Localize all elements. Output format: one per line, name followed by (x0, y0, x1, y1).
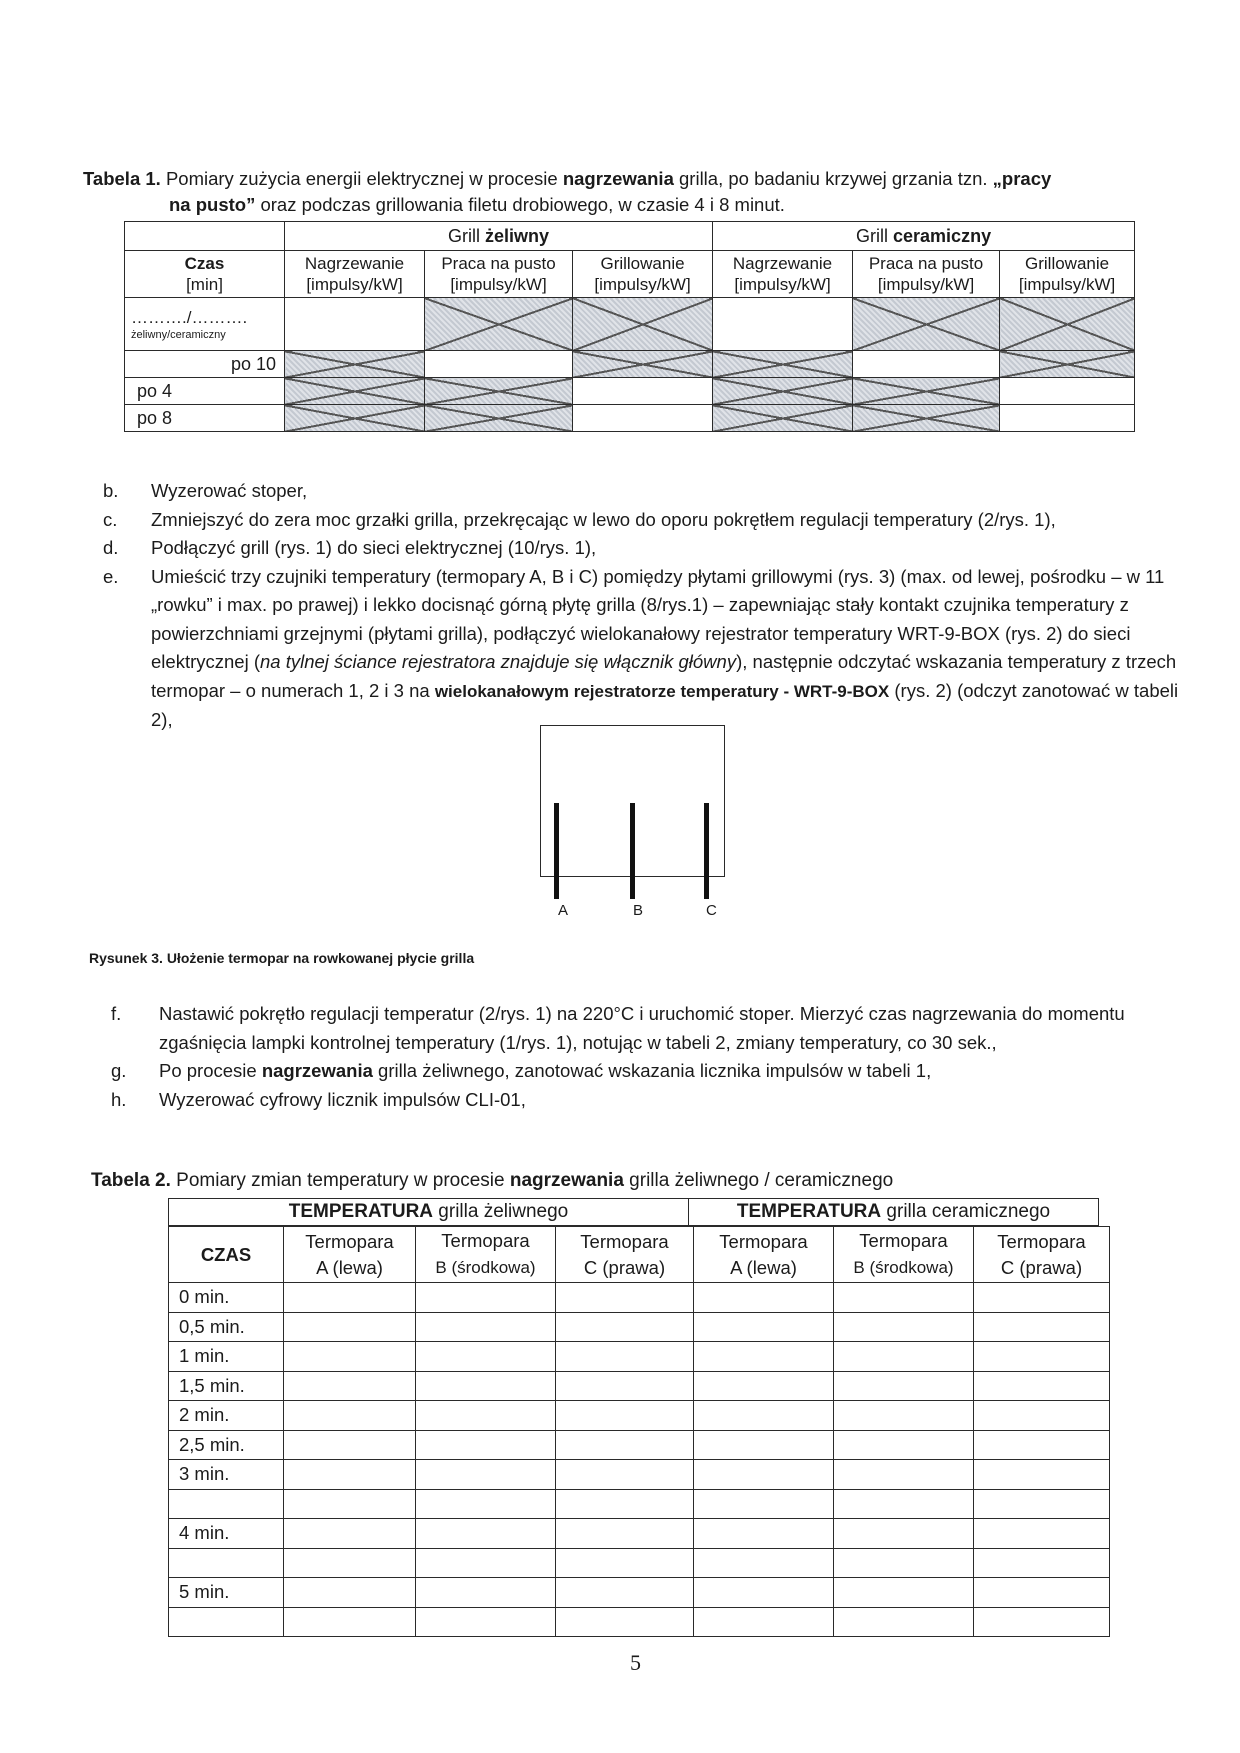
input-cell[interactable] (974, 1401, 1110, 1431)
input-cell[interactable] (694, 1607, 834, 1637)
table-row (169, 1371, 1110, 1401)
input-cell[interactable] (853, 351, 1000, 378)
table-row (125, 298, 1135, 351)
disabled-cell (285, 378, 425, 405)
input-cell[interactable] (974, 1342, 1110, 1372)
figure-caption: Rysunek 3. Ułożenie termopar na rowkowanej płycie grilla (89, 950, 475, 966)
list-item: h. Wyzerować cyfrowy licznik impulsów CLI-01, (111, 1088, 526, 1110)
table-row (169, 1548, 1110, 1578)
input-cell[interactable] (284, 1430, 416, 1460)
input-cell[interactable] (284, 1607, 416, 1637)
disabled-cell (713, 351, 853, 378)
table-row (169, 1401, 1110, 1431)
input-cell[interactable] (556, 1489, 694, 1519)
input-cell[interactable] (694, 1548, 834, 1578)
row-label: po 10 (125, 351, 285, 378)
disabled-cell (425, 298, 573, 351)
list-item: g. Po procesie nagrzewania grilla żeliwnego, zanotować wskazania licznika impulsów w tabeli 1, (111, 1060, 932, 1081)
input-cell[interactable] (416, 1371, 556, 1401)
column-header: Praca na pusto [impulsy/kW] (853, 251, 1000, 298)
input-cell[interactable] (694, 1371, 834, 1401)
input-cell[interactable] (834, 1489, 974, 1519)
input-cell[interactable] (834, 1460, 974, 1490)
table-header-cell (125, 222, 285, 251)
temperature-table (168, 1226, 1110, 1637)
input-cell[interactable] (416, 1607, 556, 1637)
instruction-list-2 (111, 1000, 1171, 1114)
time-cell: 1,5 min. (169, 1371, 284, 1401)
list-item: e. Umieścić trzy czujniki temperatury (termopary A, B i C) pomiędzy płytami grillowymi (rys. 3) (max. od lewej, pośrodku – w 11 „rowku” i max. po prawej) i lekko docisnąć górną płytę grilla (8/rys.1) – zapewniając stały kontakt czujnika temperatury z powierzchniami grzejnymi (płytami grilla), podłączyć wielokanałowy rejestrator temperatury WRT-9-BOX (rys. 2) do sieci elektrycznej (na tylnej ściance rejestratora znajduje się włącznik główny), następnie odczytać wskazania temperatury z trzech termopar – o numerach 1, 2 i 3 na wielokanałowym rejestratorze temperatury - WRT-9-BOX (rys. 2) (odczyt zanotować w tabeli 2), (103, 565, 1179, 730)
input-cell[interactable] (834, 1342, 974, 1372)
thermocouple-figure (540, 725, 725, 877)
input-cell[interactable] (556, 1519, 694, 1549)
input-cell[interactable] (834, 1548, 974, 1578)
input-cell[interactable] (974, 1312, 1110, 1342)
table-row (169, 1312, 1110, 1342)
input-cell[interactable] (974, 1519, 1110, 1549)
thermocouple-b (630, 803, 635, 899)
table-row (169, 1489, 1110, 1519)
table1-caption-text: grilla, po badaniu krzywej grzania tzn. (673, 168, 993, 189)
input-cell[interactable] (416, 1401, 556, 1431)
input-cell[interactable] (556, 1401, 694, 1431)
page-number: 5 (630, 1650, 641, 1675)
disabled-cell (853, 378, 1000, 405)
input-cell[interactable] (694, 1283, 834, 1313)
input-cell[interactable] (425, 351, 573, 378)
input-cell[interactable] (1000, 405, 1135, 432)
table2-caption: Tabela 2. Pomiary zmian temperatury w procesie nagrzewania grilla żeliwnego / ceramicznego (91, 1170, 894, 1191)
time-header: Czas [min] (125, 251, 285, 298)
input-cell[interactable] (694, 1342, 834, 1372)
table-row (169, 1607, 1110, 1637)
input-cell[interactable] (694, 1312, 834, 1342)
column-header: Grillowanie [impulsy/kW] (573, 251, 713, 298)
input-cell[interactable] (284, 1312, 416, 1342)
temperature-table-group-header (168, 1198, 1099, 1226)
input-cell[interactable] (284, 1460, 416, 1490)
disabled-cell (853, 405, 1000, 432)
column-header: Grillowanie [impulsy/kW] (1000, 251, 1135, 298)
thermocouple-a (554, 803, 559, 899)
column-header: Termopara B (środkowa) (416, 1227, 556, 1283)
input-cell[interactable] (974, 1430, 1110, 1460)
input-cell[interactable] (284, 1578, 416, 1608)
input-cell[interactable] (694, 1489, 834, 1519)
input-cell[interactable] (834, 1430, 974, 1460)
column-header: Termopara A (lewa) (284, 1227, 416, 1283)
disabled-cell (573, 298, 713, 351)
table1-caption (83, 166, 1173, 218)
input-cell[interactable] (416, 1342, 556, 1372)
table-row (169, 1283, 1110, 1313)
input-cell[interactable] (416, 1519, 556, 1549)
input-cell[interactable] (556, 1578, 694, 1608)
input-cell[interactable] (974, 1460, 1110, 1490)
input-cell[interactable] (284, 1519, 416, 1549)
table1-caption-bold: „pracy (992, 168, 1052, 189)
input-cell[interactable] (416, 1283, 556, 1313)
input-cell[interactable] (834, 1607, 974, 1637)
input-cell[interactable] (694, 1578, 834, 1608)
input-cell[interactable] (284, 1342, 416, 1372)
time-cell: 0 min. (169, 1283, 284, 1313)
ceramic-grill-header: Grill ceramiczny (713, 222, 1135, 251)
input-cell[interactable] (556, 1283, 694, 1313)
cast-iron-temperature-header: TEMPERATURA grilla żeliwnego (169, 1199, 689, 1226)
input-cell[interactable] (556, 1548, 694, 1578)
disabled-cell (285, 405, 425, 432)
disabled-cell (1000, 351, 1135, 378)
instruction-list-1 (103, 477, 1193, 735)
input-cell[interactable] (556, 1342, 694, 1372)
table-row (125, 405, 1135, 432)
input-cell[interactable] (834, 1578, 974, 1608)
input-cell[interactable] (284, 1489, 416, 1519)
input-cell[interactable] (284, 1401, 416, 1431)
row-label: ………./………. żeliwny/ceramiczny (125, 298, 285, 351)
input-cell[interactable] (416, 1489, 556, 1519)
input-cell[interactable] (974, 1283, 1110, 1313)
column-header: Praca na pusto [impulsy/kW] (425, 251, 573, 298)
table1-caption-bold: nagrzewania (562, 168, 674, 189)
table1-caption-bold: na pusto” (169, 194, 256, 215)
input-cell[interactable] (974, 1489, 1110, 1519)
cast-iron-grill-header: Grill żeliwny (285, 222, 713, 251)
input-cell[interactable] (556, 1607, 694, 1637)
thermocouple-c (704, 803, 709, 899)
input-cell[interactable] (284, 1548, 416, 1578)
table1-caption-text: Pomiary zużycia energii elektrycznej w procesie (160, 168, 563, 189)
time-cell (169, 1548, 284, 1578)
time-cell (169, 1489, 284, 1519)
input-cell[interactable] (556, 1371, 694, 1401)
thermocouple-label-c: C (706, 902, 717, 919)
input-cell[interactable] (694, 1519, 834, 1549)
disabled-cell (573, 351, 713, 378)
input-cell[interactable] (1000, 378, 1135, 405)
input-cell[interactable] (285, 298, 425, 351)
column-header: Nagrzewanie [impulsy/kW] (713, 251, 853, 298)
row-label: po 4 (125, 378, 285, 405)
table1-caption-text: oraz podczas grillowania filetu drobiowego, w czasie 4 i 8 minut. (255, 194, 785, 215)
list-item: d. Podłączyć grill (rys. 1) do sieci elektrycznej (10/rys. 1), (103, 537, 597, 558)
input-cell[interactable] (416, 1312, 556, 1342)
input-cell[interactable] (556, 1460, 694, 1490)
disabled-cell (853, 298, 1000, 351)
input-cell[interactable] (694, 1401, 834, 1431)
input-cell[interactable] (834, 1312, 974, 1342)
disabled-cell (285, 351, 425, 378)
list-item: c. Zmniejszyć do zera moc grzałki grilla, przekręcając w lewo do oporu pokrętłem regulacji temperatury (2/rys. 1), (103, 508, 1056, 530)
column-header: Termopara B (środkowa) (834, 1227, 974, 1283)
time-cell: 3 min. (169, 1460, 284, 1490)
column-header: Termopara A (lewa) (694, 1227, 834, 1283)
input-cell[interactable] (694, 1460, 834, 1490)
disabled-cell (1000, 298, 1135, 351)
table-row (169, 1578, 1110, 1608)
column-header: Termopara C (prawa) (974, 1227, 1110, 1283)
time-header: CZAS (169, 1227, 284, 1283)
input-cell[interactable] (573, 405, 713, 432)
list-item: b. Wyzerować stoper, (103, 480, 308, 501)
input-cell[interactable] (284, 1371, 416, 1401)
input-cell[interactable] (573, 378, 713, 405)
time-cell (169, 1607, 284, 1637)
table-row (169, 1519, 1110, 1549)
time-cell: 4 min. (169, 1519, 284, 1549)
time-cell: 2,5 min. (169, 1430, 284, 1460)
ceramic-temperature-header: TEMPERATURA grilla ceramicznego (689, 1199, 1099, 1226)
table1-label: Tabela 1. (83, 168, 161, 189)
column-header: Termopara C (prawa) (556, 1227, 694, 1283)
thermocouple-label-a: A (558, 902, 569, 919)
disabled-cell (425, 405, 573, 432)
table-row (169, 1430, 1110, 1460)
list-item: f. Nastawić pokrętło regulacji temperatur (2/rys. 1) na 220°C i uruchomić stoper. Mierzyć czas nagrzewania do momentu zgaśnięcia lampki kontrolnej temperatury (1/rys. 1), notując w tabeli 2, zmiany temperatury, co 30 sek., (111, 1003, 1125, 1053)
input-cell[interactable] (556, 1312, 694, 1342)
disabled-cell (713, 405, 853, 432)
time-cell: 1 min. (169, 1342, 284, 1372)
input-cell[interactable] (556, 1430, 694, 1460)
input-cell[interactable] (834, 1283, 974, 1313)
input-cell[interactable] (416, 1460, 556, 1490)
input-cell[interactable] (416, 1578, 556, 1608)
disabled-cell (425, 378, 573, 405)
input-cell[interactable] (974, 1548, 1110, 1578)
input-cell[interactable] (416, 1548, 556, 1578)
input-cell[interactable] (974, 1578, 1110, 1608)
input-cell[interactable] (834, 1401, 974, 1431)
time-cell: 5 min. (169, 1578, 284, 1608)
thermocouple-label-b: B (633, 902, 644, 919)
input-cell[interactable] (416, 1430, 556, 1460)
table-row (125, 351, 1135, 378)
input-cell[interactable] (694, 1430, 834, 1460)
disabled-cell (713, 378, 853, 405)
column-header: Nagrzewanie [impulsy/kW] (285, 251, 425, 298)
table-row (169, 1460, 1110, 1490)
input-cell[interactable] (974, 1371, 1110, 1401)
input-cell[interactable] (834, 1519, 974, 1549)
input-cell[interactable] (834, 1371, 974, 1401)
table-row (169, 1342, 1110, 1372)
input-cell[interactable] (974, 1607, 1110, 1637)
energy-table (124, 221, 1135, 432)
input-cell[interactable] (713, 298, 853, 351)
table-row (125, 378, 1135, 405)
time-cell: 0,5 min. (169, 1312, 284, 1342)
row-label: po 8 (125, 405, 285, 432)
input-cell[interactable] (284, 1283, 416, 1313)
time-cell: 2 min. (169, 1401, 284, 1431)
